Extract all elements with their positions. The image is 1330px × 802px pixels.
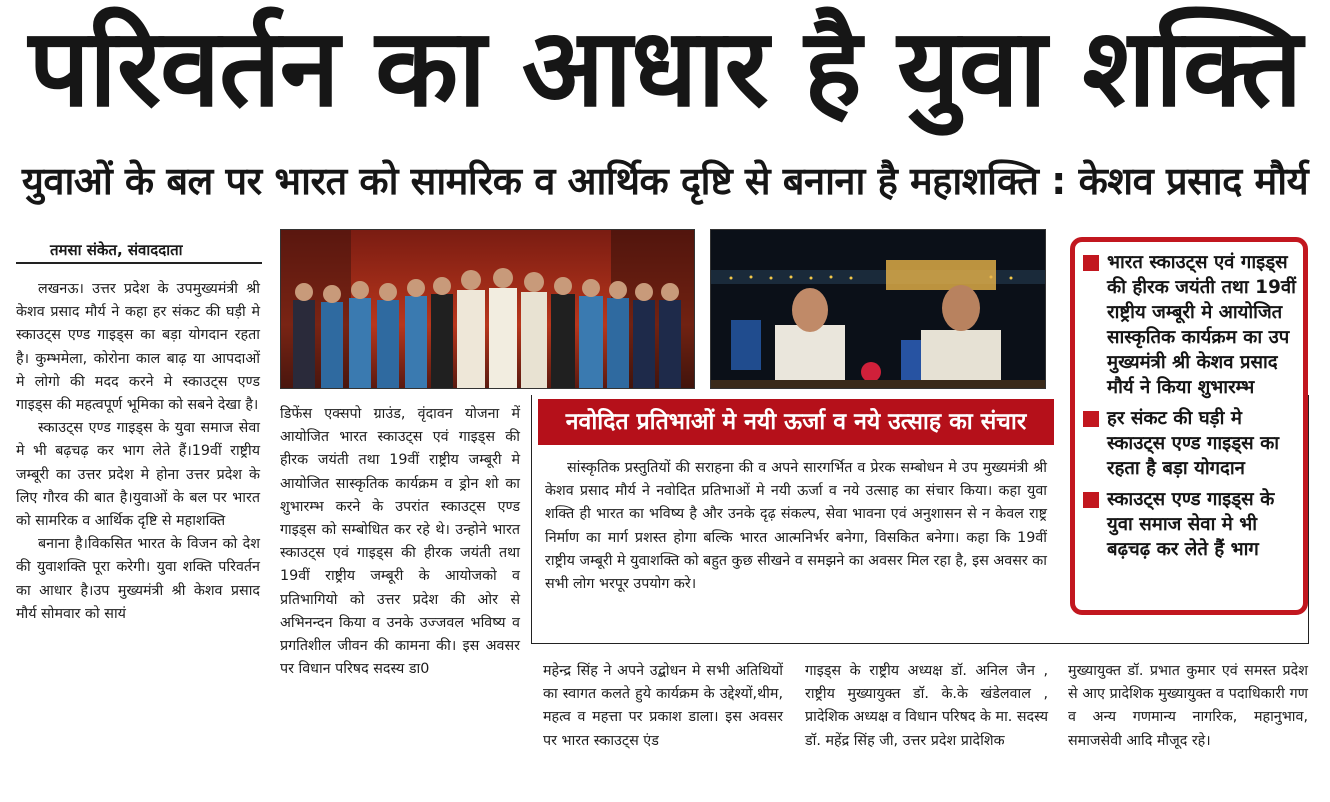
subheadline: युवाओं के बल पर भारत को सामरिक व आर्थिक दृष्टि से बनाना है महाशक्ति : केशव प्रसाद मौर्य [21, 159, 1309, 203]
paragraph: डिफेंस एक्सपो ग्राउंड, वृंदावन योजना में आयोजित भारत स्काउट्स एवं गाइड्स की हीरक जयंती तथा 19वीं राष्ट्रीय जम्बूरी मे आयोजित सास्कृतिक कार्यक्रम व ड्रोन शो का शुभारम्भ करने के उपरांत स्काउट्स एण्ड गाइड्स को सम्बोधित कर रहे थे। उन्होने भारत स्काउट्स एवं गाइड्स की हीरक जयंती तथा 19वीं राष्ट्रीय जम्बूरी के आयोजको व प्रतिभागियो को उत्तर प्रदेश की ओर से अभिनन्दन किया व उनके उज्जवल भविष्य व प्रगतिशील जीवन की कामना की। इस अवसर पर विधान परिषद सदस्य डा0 [280, 406, 520, 678]
highlight-item: हर संकट की घड़ी मे स्काउट्स एण्ड गाइड्स का रहता है बड़ा योगदान [1081, 406, 1297, 481]
highlights-box [1070, 237, 1308, 615]
paragraph: लखनऊ। उत्तर प्रदेश के उपमुख्यमंत्री श्री केशव प्रसाद मौर्य ने कहा हर संकट की घड़ी मे स्काउट्स एण्ड गाइड्स का बड़ा योगदान रहता है। कुम्भमेला, कोरोना काल बाढ़ या आपदाओं मे लोगो की मदद करने मे स्काउट्स एण्ड गाइड्स की महत्वपूर्ण भूमिका को सबने देखा है। [16, 281, 260, 414]
bullet-square-icon [1083, 255, 1099, 271]
bullet-square-icon [1083, 492, 1099, 508]
bullet-square-icon [1083, 411, 1099, 427]
article-column-3 [543, 660, 783, 753]
headline: परिवर्तन का आधार है युवा शक्ति [28, 6, 1302, 131]
paragraph: गाइड्स के राष्ट्रीय अध्यक्ष डॉ. अनिल जैन , राष्ट्रीय मुख्यायुक्त डॉ. के.के खंडेलवाल , प्रादेशिक अध्यक्ष व विधान परिषद के मा. सदस्य डॉ. महेंद्र सिंह जी, उत्तर प्रदेश प्रादेशिक [805, 663, 1048, 749]
group-photo [280, 229, 695, 389]
paragraph: महेन्द्र सिंह ने अपने उद्बोधन मे सभी अतिथियों का स्वागत कलते हुये कार्यक्रम के उद्देश्यों,थीम, महत्व व महत्ता पर प्रकाश डाला। इस अवसर पर भारत स्काउट्स एंड [543, 663, 783, 749]
byline: तमसा संकेत, संवाददाता [50, 241, 183, 259]
byline-rule [16, 262, 262, 264]
paragraph: मुख्यायुक्त डॉ. प्रभात कुमार एवं समस्त प्रदेश से आए प्रादेशिक मुख्यायुक्त व पदाधिकारी गण व अन्य गणमान्य नागरिक, महानुभाव, समाजसेवी आदि मौजूद रहे। [1068, 663, 1308, 749]
article-column-1 [16, 278, 260, 626]
paragraph: स्काउट्स एण्ड गाइड्स के युवा समाज सेवा मे भी बढ़चढ़ कर भाग लेते हैं।19वीं राष्ट्रीय जम्बूरी का उत्तर प्रदेश मे होना उत्तर प्रदेश के लिए गौरव की बात है।युवाओं के बल पर भारत को सामरिक व आर्थिक दृष्टि से महाशक्ति [16, 420, 260, 530]
highlight-item: स्काउट्स एण्ड गाइड्स के युवा समाज सेवा मे भी बढ़चढ़ कर लेते हैं भाग [1081, 487, 1297, 562]
article-column-4 [805, 660, 1048, 753]
section-heading: नवोदित प्रतिभाओं मे नयी ऊर्जा व नये उत्साह का संचार [538, 399, 1054, 445]
article-column-2 [280, 403, 520, 681]
dignitaries-photo [710, 229, 1046, 389]
article-column-5 [1068, 660, 1308, 753]
highlight-item: भारत स्काउट्स एवं गाइड्स की हीरक जयंती तथा 19वीं राष्ट्रीय जम्बूरी मे आयोजित सास्कृतिक कार्यक्रम का उप मुख्यमंत्री श्री केशव प्रसाद मौर्य ने किया शुभारम्भ [1081, 250, 1297, 400]
paragraph: बनाना है।विकसित भारत के विजन को देश की युवाशक्ति पूरा करेगी। युवा शक्ति परिवर्तन का आधार है।उप मुख्यमंत्री श्री केशव प्रसाद मौर्य सोमवार को सायं [16, 536, 260, 622]
section-body [545, 457, 1047, 596]
paragraph: सांस्कृतिक प्रस्तुतियों की सराहना की व अपने सारगर्भित व प्रेरक सम्बोधन मे उप मुख्यमंत्री श्री केशव प्रसाद मौर्य ने नवोदित प्रतिभाओं मे नयी ऊर्जा व नये उत्साह का संचार किया। कहा युवा शक्ति ही भारत का भविष्य है और उनके दृढ़ संकल्प, सेवा भावना एवं अनुशासन से न केवल राष्ट्र निर्माण का मार्ग प्रशस्त होगा बल्कि भारत आत्मनिर्भर बनेगा, विसकित बनेगा। कहा कि 19वीं राष्ट्रीय जम्बूरी मे युवाशक्ति को बहुत कुछ सीखने व समझने का अवसर मिल रहा है, इस अवसर का सभी लोग भरपूर उपयोग करे। [545, 460, 1047, 593]
